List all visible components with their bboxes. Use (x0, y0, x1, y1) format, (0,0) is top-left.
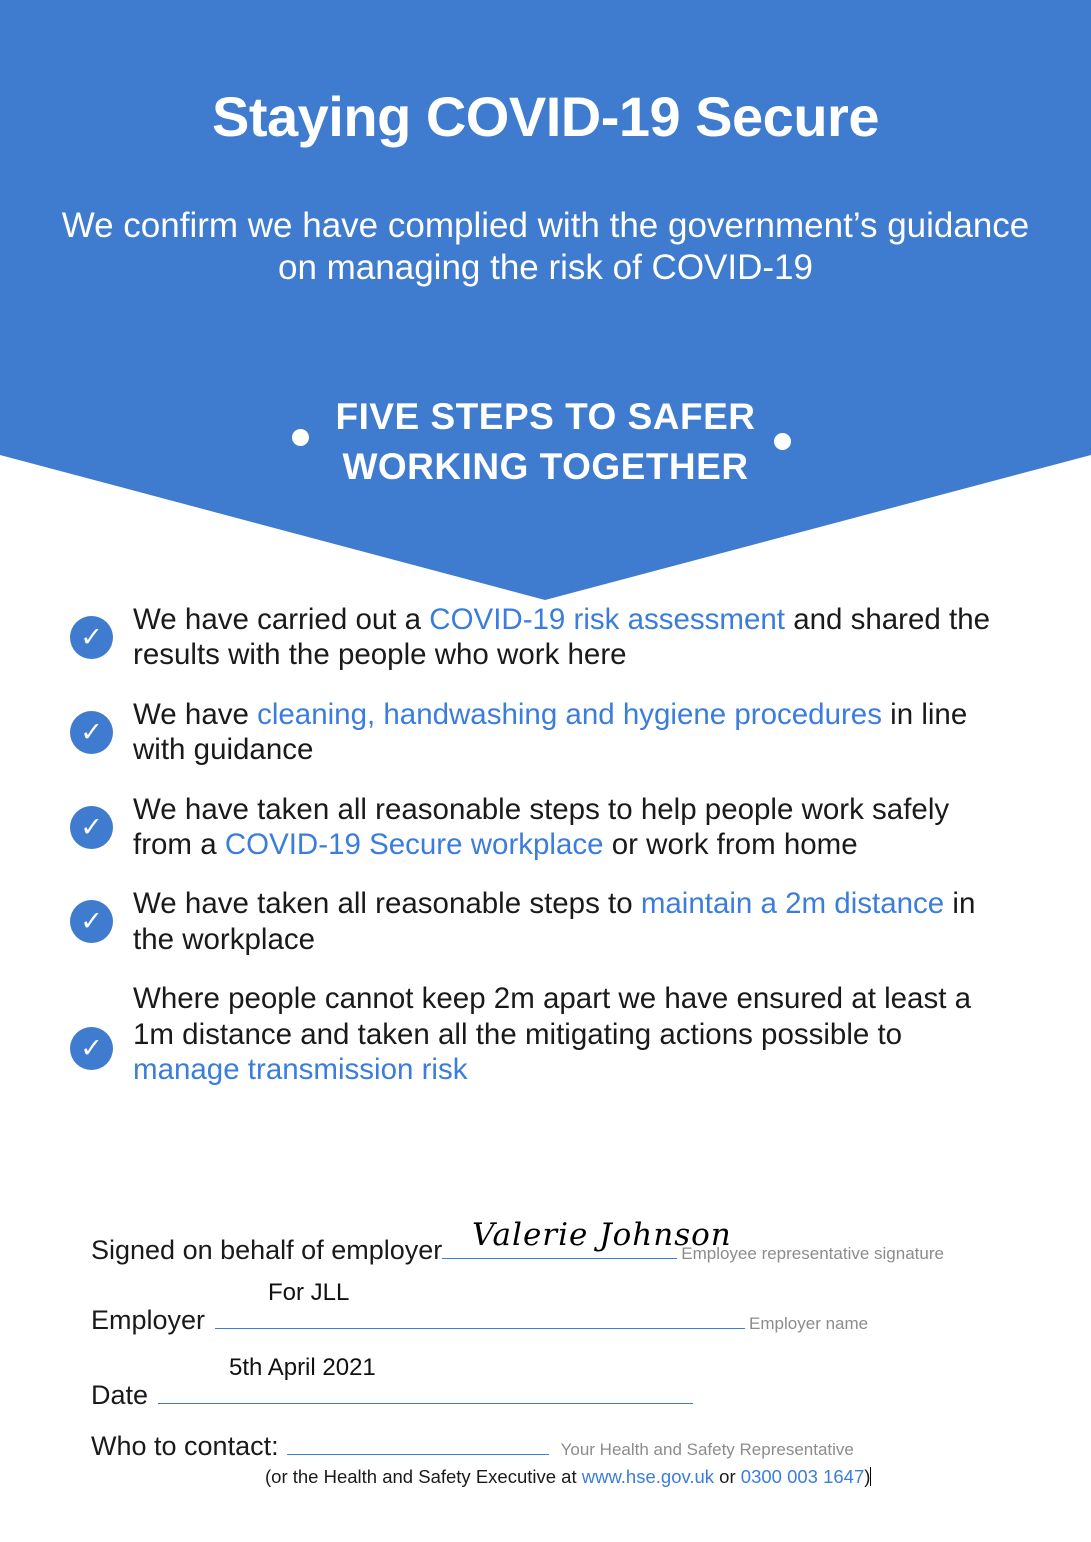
five-steps-line-2: WORKING TOGETHER (342, 445, 749, 487)
highlight-segment: COVID-19 Secure workplace (224, 827, 604, 861)
list-item (0, 602, 1091, 673)
text-segment: We have taken all reasonable steps to (133, 887, 641, 921)
checklist-item-text (133, 981, 1016, 1087)
checklist-item-text (133, 602, 1016, 673)
check-circle-icon: ✓ (70, 806, 113, 849)
list-item (0, 697, 1091, 768)
signature-value: Valerie Johnson (472, 1217, 732, 1253)
signature-hint: Employee representative signature (681, 1244, 944, 1263)
contact-row (91, 1428, 854, 1462)
page-title: Staying COVID-19 Secure (212, 85, 879, 148)
employer-label: Employer (91, 1305, 206, 1335)
checklist-item-text (133, 886, 1016, 957)
date-row (91, 1377, 693, 1411)
footnote (265, 1466, 871, 1488)
five-steps-line-1: FIVE STEPS TO SAFER (335, 396, 756, 437)
highlight-segment: cleaning, handwashing and hygiene procedures (257, 697, 882, 731)
banner-subtitle: We confirm we have complied with the government’s guidance on managing the risk of COVID-19 (61, 206, 1030, 287)
list-item (0, 792, 1091, 863)
signed-label: Signed on behalf of employer (91, 1235, 443, 1265)
check-circle-icon: ✓ (70, 900, 113, 943)
highlight-segment: COVID-19 risk assessment (429, 603, 785, 636)
footnote-mid: or (714, 1466, 741, 1487)
check-circle-icon: ✓ (70, 616, 113, 659)
checklist-item-text (133, 792, 1016, 863)
date-value: 5th April 2021 (229, 1354, 376, 1381)
text-segment: in line with guidance (133, 697, 968, 767)
text-segment: We have (133, 697, 258, 731)
hse-phone-link[interactable]: 0300 003 1647 (740, 1466, 865, 1487)
text-segment: We have carried out a (133, 603, 430, 636)
text-segment: Where people cannot keep 2m apart we have ensured at least a 1m distance and taken all the mitigating actions possible to (133, 982, 971, 1051)
list-item (0, 981, 1091, 1087)
footnote-suffix: ) (864, 1466, 871, 1487)
employer-row (91, 1302, 868, 1336)
text-segment: We have taken all reasonable steps to help people work safely from a (133, 792, 950, 861)
hse-website-link[interactable]: www.hse.gov.uk (581, 1466, 715, 1487)
text-segment: or work from home (603, 827, 858, 861)
footnote-prefix: (or the Health and Safety Executive at (265, 1466, 582, 1487)
contact-input[interactable] (287, 1428, 549, 1455)
text-cursor (870, 1467, 871, 1486)
text-segment: in the workplace (133, 887, 976, 956)
list-item (0, 886, 1091, 957)
contact-label: Who to contact: (91, 1431, 279, 1461)
five-steps-heading (0, 392, 1091, 492)
check-circle-icon: ✓ (70, 711, 113, 754)
employer-value: For JLL (268, 1279, 350, 1306)
contact-hint: Your Health and Safety Representative (560, 1440, 854, 1459)
employer-hint: Employer name (749, 1314, 869, 1333)
highlight-segment: maintain a 2m distance (640, 887, 945, 921)
text-segment: and shared the results with the people who work here (133, 603, 991, 672)
checklist (0, 602, 1091, 1111)
highlight-segment: manage transmission risk (133, 1052, 468, 1086)
checklist-item-text (133, 697, 1016, 768)
date-label: Date (91, 1380, 149, 1410)
check-circle-icon: ✓ (70, 1027, 113, 1070)
